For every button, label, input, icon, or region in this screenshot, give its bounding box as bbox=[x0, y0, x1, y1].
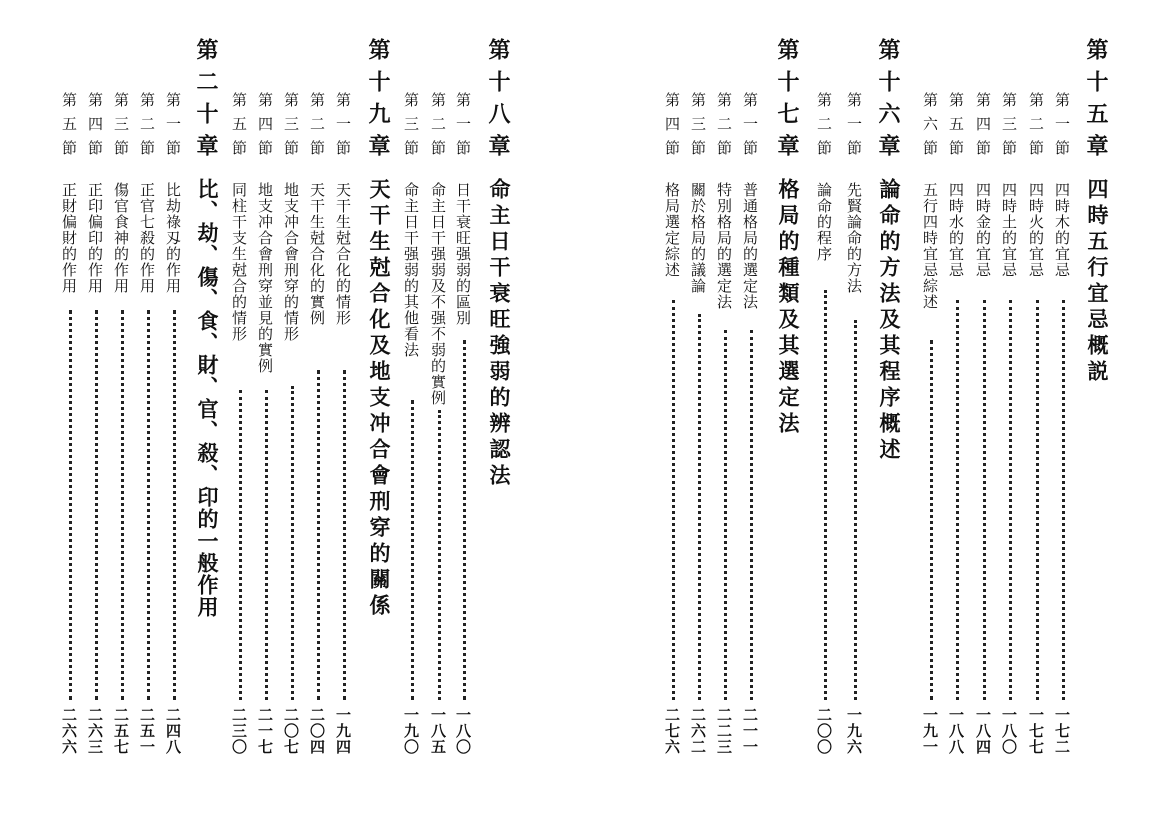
toc-entry bbox=[58, 0, 84, 815]
leader-dots bbox=[463, 340, 466, 700]
page-number: 二〇〇 bbox=[815, 707, 833, 755]
page-number: 二五一 bbox=[138, 707, 156, 755]
page-number: 二二三 bbox=[715, 707, 733, 755]
page-number: 一八〇 bbox=[454, 707, 472, 755]
section-label: 第三節 bbox=[282, 92, 300, 164]
leader-dots bbox=[173, 310, 176, 700]
section-label: 第三節 bbox=[689, 92, 707, 164]
section-label: 第一節 bbox=[845, 92, 863, 164]
section-label: 第三節 bbox=[402, 92, 420, 164]
page-number: 一八八 bbox=[947, 707, 965, 755]
chapter-title: 比、劫、傷、食、財、官、殺、印的一般作用 bbox=[195, 178, 220, 618]
leader-dots bbox=[724, 330, 727, 700]
section-title: 先賢論命的方法 bbox=[845, 182, 863, 294]
section-label: 第四節 bbox=[663, 92, 681, 164]
section-label: 第一節 bbox=[741, 92, 759, 164]
chapter-label: 第十七章 bbox=[774, 38, 800, 166]
section-label: 第三節 bbox=[1000, 92, 1018, 164]
toc-entry bbox=[452, 0, 478, 815]
chapter-title: 論命的方法及其程序概述 bbox=[877, 178, 902, 464]
leader-dots bbox=[438, 410, 441, 700]
toc-entry bbox=[919, 0, 945, 815]
chapter-label: 第二十章 bbox=[193, 38, 219, 166]
chapter-16-heading bbox=[870, 0, 910, 815]
section-label: 第一節 bbox=[164, 92, 182, 164]
section-label: 第五節 bbox=[230, 92, 248, 164]
section-title: 天干生尅合化的情形 bbox=[334, 182, 352, 326]
leader-dots bbox=[317, 370, 320, 700]
section-title: 同柱干支生尅合的情形 bbox=[230, 182, 248, 342]
leader-dots bbox=[69, 310, 72, 700]
toc-entry bbox=[1051, 0, 1077, 815]
section-label: 第三節 bbox=[112, 92, 130, 164]
section-title: 五行四時宜忌綜述 bbox=[921, 182, 939, 310]
leader-dots bbox=[854, 320, 857, 700]
section-title: 四時水的宜忌 bbox=[947, 182, 965, 278]
leader-dots bbox=[95, 310, 98, 700]
page-number: 一八四 bbox=[974, 707, 992, 755]
chapter-19-heading bbox=[360, 0, 400, 815]
section-title: 地支冲合會刑穿並見的實例 bbox=[256, 182, 274, 374]
section-title: 命主日干强弱的其他看法 bbox=[402, 182, 420, 358]
page-number: 二〇四 bbox=[308, 707, 326, 755]
toc-entry bbox=[306, 0, 332, 815]
section-title: 四時土的宜忌 bbox=[1000, 182, 1018, 278]
leader-dots bbox=[956, 300, 959, 700]
chapter-label: 第十八章 bbox=[485, 38, 511, 166]
chapter-15-heading bbox=[1078, 0, 1118, 815]
leader-dots bbox=[265, 390, 268, 700]
leader-dots bbox=[750, 330, 753, 700]
page-number: 一七二 bbox=[1053, 707, 1071, 755]
leader-dots bbox=[121, 310, 124, 700]
page-number: 一七七 bbox=[1027, 707, 1045, 755]
page-number: 二四八 bbox=[164, 707, 182, 755]
section-title: 日干衰旺强弱的區別 bbox=[454, 182, 472, 326]
page-number: 二七六 bbox=[663, 707, 681, 755]
page-number: 一九四 bbox=[334, 707, 352, 755]
section-label: 第一節 bbox=[1053, 92, 1071, 164]
section-label: 第五節 bbox=[947, 92, 965, 164]
toc-entry bbox=[843, 0, 869, 815]
toc-entry bbox=[254, 0, 280, 815]
toc-entry bbox=[110, 0, 136, 815]
section-title: 四時金的宜忌 bbox=[974, 182, 992, 278]
page-number: 一八五 bbox=[429, 707, 447, 755]
section-label: 第五節 bbox=[60, 92, 78, 164]
toc-entry bbox=[998, 0, 1024, 815]
section-title: 特別格局的選定法 bbox=[715, 182, 733, 310]
section-label: 第二節 bbox=[308, 92, 326, 164]
section-title: 地支冲合會刑穿的情形 bbox=[282, 182, 300, 342]
section-label: 第二節 bbox=[138, 92, 156, 164]
page-number: 一九六 bbox=[845, 707, 863, 755]
chapter-18-heading bbox=[480, 0, 520, 815]
chapter-17-heading bbox=[769, 0, 809, 815]
toc-entry bbox=[162, 0, 188, 815]
leader-dots bbox=[411, 400, 414, 700]
chapter-20-heading bbox=[188, 0, 228, 815]
toc-entry bbox=[332, 0, 358, 815]
section-label: 第二節 bbox=[815, 92, 833, 164]
section-label: 第四節 bbox=[256, 92, 274, 164]
section-title: 四時木的宜忌 bbox=[1053, 182, 1071, 278]
toc-entry bbox=[400, 0, 426, 815]
toc-entry bbox=[1025, 0, 1051, 815]
chapter-title: 天干生尅合化及地支冲合會刑穿的關係 bbox=[367, 178, 392, 620]
section-label: 第四節 bbox=[974, 92, 992, 164]
section-label: 第二節 bbox=[715, 92, 733, 164]
leader-dots bbox=[291, 386, 294, 700]
page-number: 二六六 bbox=[60, 707, 78, 755]
leader-dots bbox=[930, 340, 933, 700]
toc-entry bbox=[972, 0, 998, 815]
section-title: 傷官食神的作用 bbox=[112, 182, 130, 294]
leader-dots bbox=[239, 390, 242, 700]
toc-entry bbox=[713, 0, 739, 815]
section-label: 第二節 bbox=[429, 92, 447, 164]
page-number: 一九一 bbox=[921, 707, 939, 755]
section-title: 論命的程序 bbox=[815, 182, 833, 262]
section-title: 天干生尅合化的實例 bbox=[308, 182, 326, 326]
section-label: 第四節 bbox=[86, 92, 104, 164]
leader-dots bbox=[983, 300, 986, 700]
leader-dots bbox=[698, 314, 701, 700]
leader-dots bbox=[147, 310, 150, 700]
chapter-label: 第十六章 bbox=[875, 38, 901, 166]
section-label: 第一節 bbox=[334, 92, 352, 164]
toc-entry bbox=[739, 0, 765, 815]
leader-dots bbox=[343, 370, 346, 700]
page-number: 二六三 bbox=[86, 707, 104, 755]
leader-dots bbox=[1062, 300, 1065, 700]
section-title: 四時火的宜忌 bbox=[1027, 182, 1045, 278]
page-number: 一八〇 bbox=[1000, 707, 1018, 755]
chapter-title: 四時五行宜忌概説 bbox=[1085, 178, 1110, 386]
section-title: 普通格局的選定法 bbox=[741, 182, 759, 310]
page-number: 二六二 bbox=[689, 707, 707, 755]
toc-entry bbox=[280, 0, 306, 815]
toc-entry bbox=[687, 0, 713, 815]
page-number: 二一一 bbox=[741, 707, 759, 755]
section-title: 正官七殺的作用 bbox=[138, 182, 156, 294]
section-title: 正印偏印的作用 bbox=[86, 182, 104, 294]
page-number: 二五七 bbox=[112, 707, 130, 755]
section-label: 第六節 bbox=[921, 92, 939, 164]
right-page bbox=[577, 0, 1154, 815]
section-label: 第一節 bbox=[454, 92, 472, 164]
section-title: 比劫祿刄的作用 bbox=[164, 182, 182, 294]
toc-entry bbox=[84, 0, 110, 815]
toc-entry bbox=[661, 0, 687, 815]
leader-dots bbox=[672, 300, 675, 700]
leader-dots bbox=[1036, 300, 1039, 700]
chapter-title: 命主日干衰旺強弱的辨認法 bbox=[487, 178, 512, 490]
toc-entry bbox=[228, 0, 254, 815]
toc-entry bbox=[427, 0, 453, 815]
page-number: 二三〇 bbox=[230, 707, 248, 755]
section-title: 格局選定綜述 bbox=[663, 182, 681, 278]
chapter-label: 第十九章 bbox=[365, 38, 391, 166]
toc-entry bbox=[813, 0, 839, 815]
toc-entry bbox=[136, 0, 162, 815]
section-title: 正財偏財的作用 bbox=[60, 182, 78, 294]
page-number: 二一七 bbox=[256, 707, 274, 755]
section-title: 關於格局的議論 bbox=[689, 182, 707, 294]
page-number: 二〇七 bbox=[282, 707, 300, 755]
chapter-title: 格局的種類及其選定法 bbox=[776, 178, 801, 438]
chapter-label: 第十五章 bbox=[1083, 38, 1109, 166]
page-number: 一九〇 bbox=[402, 707, 420, 755]
toc-entry bbox=[945, 0, 971, 815]
section-label: 第二節 bbox=[1027, 92, 1045, 164]
section-title: 命主日干强弱及不强不弱的實例 bbox=[429, 182, 447, 406]
leader-dots bbox=[824, 290, 827, 700]
leader-dots bbox=[1009, 300, 1012, 700]
